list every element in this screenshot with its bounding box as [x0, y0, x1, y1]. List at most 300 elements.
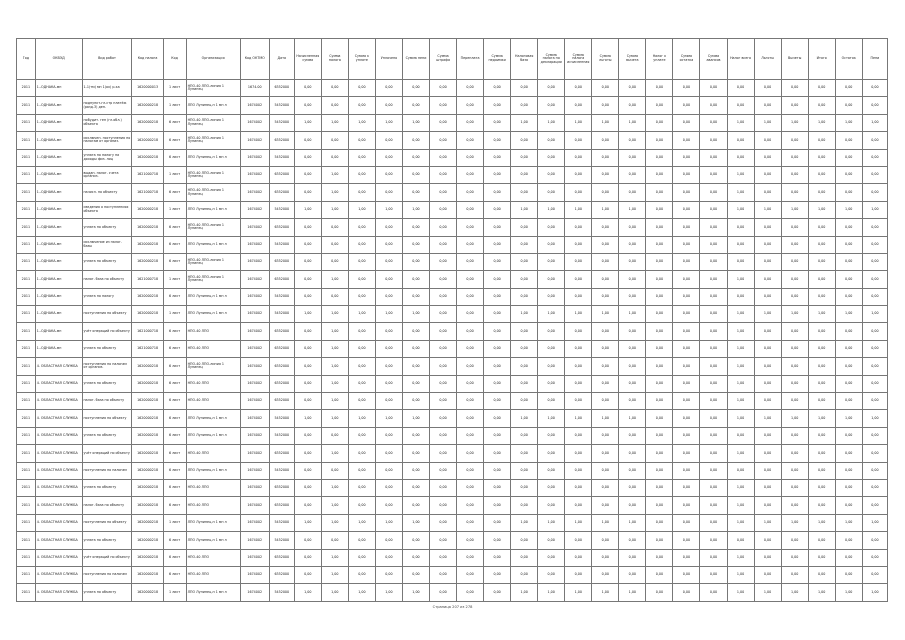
table-cell: 1,00: [619, 306, 646, 323]
table-cell: 0,00: [430, 514, 457, 531]
table-cell: 0,00: [673, 410, 700, 427]
table-cell: 0,00: [646, 445, 673, 462]
table-cell: 0,00: [862, 445, 887, 462]
table-cell: 0,00: [646, 497, 673, 514]
column-header: Сумма налога исчисленная: [565, 39, 592, 80]
table-cell: 0,00: [781, 340, 808, 357]
table-cell: 2011: [17, 114, 36, 131]
table-cell: 0,00: [402, 479, 429, 496]
table-cell: 2011: [17, 149, 36, 166]
table-cell: 1,00: [781, 201, 808, 218]
table-cell: 0,00: [511, 149, 538, 166]
table-cell: 2011: [17, 306, 36, 323]
table-cell: ЛПО Лунинец-п 1 мп л: [186, 306, 240, 323]
table-cell: 0,00: [538, 532, 565, 549]
table-cell: 1.-ОДНАКА-мп: [35, 201, 82, 218]
table-cell: 2011: [17, 445, 36, 462]
table-cell: 0,00: [430, 584, 457, 601]
table-cell: 0,00: [646, 201, 673, 218]
table-cell: 1,00: [321, 479, 348, 496]
table-cell: 0,00: [457, 462, 484, 479]
table-cell: 0,00: [673, 97, 700, 114]
table-cell: 0,00: [673, 253, 700, 270]
table-cell: 0,00: [835, 549, 862, 566]
table-cell: 0,00: [430, 393, 457, 410]
table-cell: 0,00: [565, 236, 592, 253]
table-cell: 1,00: [538, 201, 565, 218]
table-cell: 0,00: [457, 479, 484, 496]
table-cell: 1,00: [348, 114, 375, 131]
table-cell: 6 лист: [163, 340, 186, 357]
table-cell: 0,00: [862, 97, 887, 114]
table-cell: 4. ОБЛАСТНАЯ СЛУЖБА: [35, 358, 82, 375]
table-cell: 0,00: [808, 184, 835, 201]
table-cell: 0,00: [592, 566, 619, 583]
table-cell: 1,00: [727, 393, 754, 410]
table-cell: 0,00: [457, 427, 484, 444]
table-cell: 0,00: [457, 532, 484, 549]
table-cell: 0,00: [781, 549, 808, 566]
table-cell: 1674002: [240, 323, 269, 340]
table-cell: 0,00: [457, 340, 484, 357]
table-cell: 1,00: [727, 340, 754, 357]
table-cell: 0,00: [673, 479, 700, 496]
table-cell: 0,00: [619, 149, 646, 166]
table-cell: 4. ОБЛАСТНАЯ СЛУЖБА: [35, 479, 82, 496]
column-header: Сумма вычета: [619, 39, 646, 80]
table-cell: 6 лист: [163, 323, 186, 340]
table-cell: 1,00: [321, 445, 348, 462]
table-cell: 1674002: [240, 514, 269, 531]
table-cell: 0,00: [835, 97, 862, 114]
table-cell: 0,00: [862, 340, 887, 357]
table-cell: 5452000: [269, 427, 294, 444]
table-cell: 1621000718: [132, 184, 163, 201]
table-cell: 0,00: [348, 166, 375, 183]
table-cell: 0,00: [375, 271, 402, 288]
table-cell: 0,00: [375, 340, 402, 357]
table-cell: 0,00: [808, 253, 835, 270]
table-cell: 0,00: [565, 340, 592, 357]
table-cell: 1,00: [727, 271, 754, 288]
table-cell: 0,00: [538, 323, 565, 340]
column-header: Налоговая база: [511, 39, 538, 80]
table-cell: 1,00: [565, 410, 592, 427]
table-cell: 0,00: [538, 358, 565, 375]
table-cell: 6352000: [269, 549, 294, 566]
table-cell: 1,00: [294, 306, 321, 323]
table-cell: 0,00: [754, 132, 781, 149]
table-cell: 1674002: [240, 532, 269, 549]
table-cell: 1674002: [240, 114, 269, 131]
table-cell: 2011: [17, 201, 36, 218]
table-cell: 1.-ОДНАКА-мп: [35, 97, 82, 114]
table-cell: 0,00: [294, 532, 321, 549]
table-cell: 0,00: [321, 288, 348, 305]
table-cell: 0,00: [375, 323, 402, 340]
table-cell: ЛПО Лунинец-п 1 мп л: [186, 288, 240, 305]
table-cell: 0,00: [781, 462, 808, 479]
table-cell: 1.-ОДНАКА-мп: [35, 253, 82, 270]
table-cell: 0,00: [754, 497, 781, 514]
table-cell: 0,00: [457, 445, 484, 462]
table-row: [17, 479, 888, 496]
table-cell: 0,00: [808, 462, 835, 479]
table-cell: 5452000: [269, 97, 294, 114]
table-cell: 1 лист: [163, 306, 186, 323]
table-cell: 1,00: [375, 201, 402, 218]
table-cell: 0,00: [592, 97, 619, 114]
table-cell: 6352000: [269, 358, 294, 375]
table-cell: 0,00: [457, 80, 484, 97]
table-cell: 1,00: [321, 514, 348, 531]
table-cell: 0,00: [484, 184, 511, 201]
column-header: Начисленная сумма: [294, 39, 321, 80]
column-header: Льготы: [754, 39, 781, 80]
table-cell: 0,00: [402, 184, 429, 201]
table-cell: 1,00: [538, 514, 565, 531]
table-cell: 1,00: [754, 306, 781, 323]
table-cell: 0,00: [592, 184, 619, 201]
table-cell: 1674002: [240, 97, 269, 114]
table-cell: 0,00: [592, 445, 619, 462]
table-cell: 1,00: [808, 584, 835, 601]
table-cell: поступления по объекту: [82, 410, 132, 427]
table-cell: 0,00: [402, 236, 429, 253]
table-cell: 1,00: [294, 201, 321, 218]
table-cell: НПО-40 ЛПО: [186, 445, 240, 462]
table-cell: 0,00: [754, 340, 781, 357]
table-cell: 0,00: [835, 566, 862, 583]
table-cell: 0,00: [430, 271, 457, 288]
table-cell: 0,00: [754, 358, 781, 375]
table-cell: 0,00: [457, 410, 484, 427]
table-cell: 1,00: [321, 114, 348, 131]
table-row: [17, 462, 888, 479]
table-cell: 0,00: [862, 375, 887, 392]
table-cell: 0,00: [375, 375, 402, 392]
table-cell: 1620000218: [132, 584, 163, 601]
table-cell: 1674002: [240, 340, 269, 357]
table-cell: 1,00: [754, 201, 781, 218]
column-header: Вычеты: [781, 39, 808, 80]
table-cell: 0,00: [484, 532, 511, 549]
table-cell: 0,00: [321, 253, 348, 270]
table-cell: 0,00: [835, 532, 862, 549]
table-cell: 0,00: [862, 149, 887, 166]
table-cell: 2011: [17, 97, 36, 114]
table-cell: 0,00: [835, 445, 862, 462]
table-cell: 0,00: [592, 219, 619, 236]
table-cell: 0,00: [538, 462, 565, 479]
table-cell: НПО-40 ЛПО-линия 1 Лунинец: [186, 271, 240, 288]
table-cell: ЛПО Лунинец-п 1 мп л: [186, 149, 240, 166]
table-header-row: [17, 39, 888, 80]
column-header: Код ОКТМО: [240, 39, 269, 80]
table-cell: 0,00: [484, 549, 511, 566]
table-cell: 0,00: [430, 132, 457, 149]
table-cell: 1620000218: [132, 201, 163, 218]
table-cell: 0,00: [511, 566, 538, 583]
table-cell: 1,00: [862, 410, 887, 427]
table-cell: 0,00: [294, 132, 321, 149]
table-cell: 0,00: [430, 427, 457, 444]
table-cell: 1620000218: [132, 358, 163, 375]
table-cell: 1,00: [511, 584, 538, 601]
table-cell: исключен. поступления по налогам от организ.: [82, 132, 132, 149]
table-cell: 1674002: [240, 445, 269, 462]
table-cell: 0,00: [457, 358, 484, 375]
table-cell: 5452000: [269, 201, 294, 218]
table-cell: 0,00: [348, 80, 375, 97]
table-cell: ЛПО Лунинец-п 1 мп л: [186, 514, 240, 531]
table-cell: 0,00: [375, 166, 402, 183]
table-row: [17, 497, 888, 514]
table-cell: 0,00: [700, 393, 727, 410]
table-cell: 6 лист: [163, 114, 186, 131]
table-cell: 0,00: [511, 323, 538, 340]
table-cell: 6 лист: [163, 219, 186, 236]
table-cell: 0,00: [484, 462, 511, 479]
table-cell: 1,00: [862, 201, 887, 218]
table-cell: 0,00: [835, 479, 862, 496]
table-cell: 0,00: [700, 340, 727, 357]
table-cell: 0,00: [375, 497, 402, 514]
table-cell: 0,00: [321, 236, 348, 253]
table-cell: ЛПО Лунинец-п 1 мп л: [186, 236, 240, 253]
table-cell: 0,00: [402, 549, 429, 566]
table-cell: 1674002: [240, 566, 269, 583]
table-cell: 6 лист: [163, 288, 186, 305]
table-cell: 0,00: [646, 114, 673, 131]
column-header: Сумма к уплате: [348, 39, 375, 80]
table-cell: 6352000: [269, 219, 294, 236]
table-cell: 0,00: [673, 132, 700, 149]
table-cell: 6 лист: [163, 566, 186, 583]
table-cell: 0,00: [430, 358, 457, 375]
table-cell: 0,00: [402, 375, 429, 392]
table-cell: 1.-ОДНАКА-мп: [35, 132, 82, 149]
table-cell: 0,00: [375, 184, 402, 201]
table-cell: 0,00: [430, 445, 457, 462]
table-cell: 1.-ОДНАКА-мп: [35, 149, 82, 166]
table-cell: 0,00: [484, 427, 511, 444]
table-cell: налог. база по объекту: [82, 271, 132, 288]
table-cell: 0,00: [592, 149, 619, 166]
table-cell: 0,00: [673, 340, 700, 357]
table-row: [17, 166, 888, 183]
table-cell: 4. ОБЛАСТНАЯ СЛУЖБА: [35, 514, 82, 531]
table-cell: 0,00: [402, 288, 429, 305]
table-cell: 1674002: [240, 288, 269, 305]
table-cell: 1620000218: [132, 479, 163, 496]
table-cell: 0,00: [835, 288, 862, 305]
table-cell: 1,00: [727, 375, 754, 392]
table-cell: 0,00: [294, 271, 321, 288]
table-cell: поступления по объекту: [82, 514, 132, 531]
table-cell: 0,00: [375, 97, 402, 114]
table-cell: 0,00: [754, 323, 781, 340]
table-cell: 1,00: [727, 549, 754, 566]
table-cell: 0,00: [402, 358, 429, 375]
table-cell: 1,00: [565, 514, 592, 531]
table-cell: 1,00: [402, 114, 429, 131]
table-cell: 0,00: [430, 375, 457, 392]
table-cell: 0,00: [619, 566, 646, 583]
table-cell: 0,00: [294, 236, 321, 253]
table-cell: 0,00: [592, 236, 619, 253]
table-cell: 1,00: [619, 584, 646, 601]
table-cell: 1674002: [240, 479, 269, 496]
table-cell: 0,00: [592, 340, 619, 357]
table-cell: 0,00: [781, 97, 808, 114]
table-cell: 1,00: [321, 549, 348, 566]
table-cell: 0,00: [565, 427, 592, 444]
table-cell: 0,00: [565, 445, 592, 462]
table-cell: 0,00: [402, 219, 429, 236]
table-cell: 0,00: [646, 184, 673, 201]
table-cell: 0,00: [294, 497, 321, 514]
table-cell: 1,00: [592, 410, 619, 427]
table-cell: 1674002: [240, 584, 269, 601]
column-header: Год: [17, 39, 36, 80]
table-cell: 0,00: [511, 462, 538, 479]
column-header: Переплата: [457, 39, 484, 80]
table-cell: 0,00: [754, 80, 781, 97]
table-cell: 0,00: [673, 358, 700, 375]
table-cell: 1,00: [835, 410, 862, 427]
table-cell: 6352000: [269, 323, 294, 340]
table-cell: НПО-40 ЛПО: [186, 323, 240, 340]
table-cell: 0,00: [700, 427, 727, 444]
table-cell: 0,00: [375, 288, 402, 305]
table-cell: 1620000218: [132, 462, 163, 479]
table-cell: 0,00: [754, 549, 781, 566]
table-cell: 0,00: [700, 288, 727, 305]
table-row: [17, 132, 888, 149]
table-cell: 1674002: [240, 427, 269, 444]
table-cell: 1,00: [402, 201, 429, 218]
table-cell: 0,00: [402, 97, 429, 114]
table-cell: 0,00: [430, 166, 457, 183]
table-cell: 0,00: [402, 132, 429, 149]
table-cell: 1,00: [321, 584, 348, 601]
table-cell: 0,00: [619, 393, 646, 410]
table-cell: сведения о поступлениях объекта: [82, 201, 132, 218]
table-cell: 1,00: [727, 184, 754, 201]
table-cell: 0,00: [646, 479, 673, 496]
table-cell: 0,00: [457, 201, 484, 218]
table-cell: 0,00: [808, 358, 835, 375]
table-cell: 0,00: [457, 584, 484, 601]
table-cell: 0,00: [538, 549, 565, 566]
table-cell: 1674002: [240, 219, 269, 236]
table-cell: 0,00: [565, 549, 592, 566]
table-cell: 1.-ОДНАКА-мп: [35, 80, 82, 97]
table-cell: 1,00: [781, 584, 808, 601]
table-cell: 1,00: [402, 514, 429, 531]
table-cell: 0,00: [565, 462, 592, 479]
table-cell: 1.-ОДНАКА-мп: [35, 166, 82, 183]
table-cell: 1,00: [862, 584, 887, 601]
table-cell: 1.-ОДНАКА-мп: [35, 323, 82, 340]
table-cell: 1620000218: [132, 427, 163, 444]
table-cell: 1,00: [375, 514, 402, 531]
table-cell: 1674002: [240, 166, 269, 183]
column-header: Налог всего: [727, 39, 754, 80]
table-cell: 0,00: [402, 166, 429, 183]
table-cell: 0,00: [700, 271, 727, 288]
table-cell: 0,00: [348, 236, 375, 253]
table-cell: 0,00: [430, 201, 457, 218]
table-cell: 2011: [17, 132, 36, 149]
table-row: [17, 584, 888, 601]
table-cell: 0,00: [565, 271, 592, 288]
table-cell: 0,00: [754, 253, 781, 270]
table-cell: 0,00: [619, 166, 646, 183]
table-cell: 0,00: [700, 514, 727, 531]
table-cell: 1.-ОДНАКА-мп: [35, 271, 82, 288]
table-cell: 0,00: [484, 514, 511, 531]
table-cell: 1,00: [781, 114, 808, 131]
table-cell: 1,00: [808, 306, 835, 323]
table-cell: 0,00: [646, 410, 673, 427]
table-cell: 0,00: [375, 149, 402, 166]
table-cell: 6 лист: [163, 532, 186, 549]
table-cell: 0,00: [754, 445, 781, 462]
table-cell: 0,00: [457, 566, 484, 583]
table-cell: 0,00: [402, 566, 429, 583]
table-cell: 0,00: [484, 479, 511, 496]
table-cell: 5452000: [269, 149, 294, 166]
column-header: Сумма остатка: [673, 39, 700, 80]
table-cell: 0,00: [538, 393, 565, 410]
table-cell: 0,00: [484, 288, 511, 305]
table-cell: 0,00: [619, 358, 646, 375]
table-cell: 2011: [17, 236, 36, 253]
table-cell: 0,00: [430, 462, 457, 479]
table-cell: 0,00: [430, 532, 457, 549]
table-cell: 0,00: [619, 323, 646, 340]
table-cell: НПО-40 ЛПО-линия 1 Лунинец: [186, 184, 240, 201]
table-cell: 0,00: [348, 358, 375, 375]
table-cell: 6 лист: [163, 358, 186, 375]
table-cell: 0,00: [835, 323, 862, 340]
table-cell: 0,00: [538, 97, 565, 114]
column-header: Сумма налога по декларации: [538, 39, 565, 80]
table-cell: 0,00: [592, 271, 619, 288]
table-cell: 0,00: [646, 340, 673, 357]
table-row: [17, 410, 888, 427]
table-cell: НПО-40 ЛПО-линия 1 Лунинец: [186, 253, 240, 270]
table-cell: 2011: [17, 514, 36, 531]
table-cell: 1,00: [321, 375, 348, 392]
table-cell: 6352000: [269, 184, 294, 201]
table-cell: 0,00: [781, 393, 808, 410]
table-cell: 0,00: [348, 132, 375, 149]
table-cell: 0,00: [835, 166, 862, 183]
table-cell: 4. ОБЛАСТНАЯ СЛУЖБА: [35, 393, 82, 410]
table-cell: 0,00: [294, 323, 321, 340]
table-cell: 1,00: [565, 584, 592, 601]
table-cell: 0,00: [646, 514, 673, 531]
table-cell: 4. ОБЛАСТНАЯ СЛУЖБА: [35, 375, 82, 392]
table-cell: 0,00: [294, 358, 321, 375]
table-cell: 1,00: [727, 166, 754, 183]
table-cell: 1,00: [402, 306, 429, 323]
table-cell: 1620000013: [132, 80, 163, 97]
table-cell: 0,00: [511, 219, 538, 236]
